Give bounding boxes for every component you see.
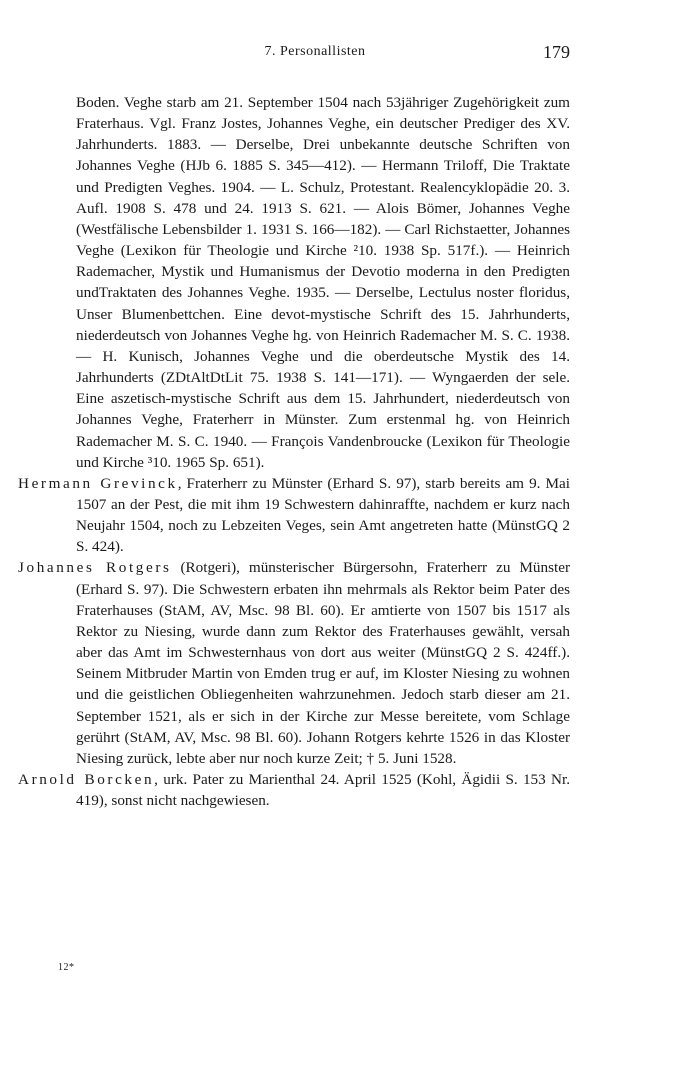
- entry-text: (Rotgeri), münsterischer Bürgersohn, Fraterherr zu Münster (Erhard S. 97). Die Schwestern erbaten ihn mehrmals als Rektor beim Pater des Fraterhauses (StAM, AV, Msc. 98 Bl. 60). Er amtierte von 1507 bis 1517 als Rektor zu Niesing, wurde dann zum Rektor des Fraterhauses gewählt, versah aber das Amt im Schwesternhaus von dort aus weiter (MünstGQ 2 S. 424ff.). Seinem Mitbruder Martin von Emden trug er auf, im Kloster Niesing zu wohnen und die geistlichen Obliegenheiten wahrzunehmen. Jedoch starb dieser am 21. September 1521, als er sich in der Kirche zur Messe bereitete, vom Schlage gerührt (StAM, AV, Msc. 98 Bl. 60). Johann Rotgers kehrte 1526 in das Kloster Niesing zurück, lebte aber nur noch kurze Zeit; † 5. Juni 1528.: [76, 559, 571, 767]
- signature-mark: 12*: [58, 962, 75, 973]
- entry-name: Johannes Rotgers: [18, 559, 172, 577]
- entry-name: Hermann Grevinck: [18, 474, 178, 492]
- page-number: 179: [543, 42, 570, 62]
- entry-hermann-grevinck: [18, 473, 570, 558]
- running-header: [60, 44, 570, 68]
- entry-name: Arnold Borcken: [18, 771, 155, 788]
- entry-johannes-rotgers: [18, 557, 570, 769]
- entry-text: , Fraterherr zu Münster (Erhard S. 97), starb bereits am 9. Mai 1507 an der Pest, die mit ihm 19 Schwestern dahinraffte, nachdem er kurz nach Neujahr 1504, noch zu Lebzeiten Veges, sein Amt angetreten hatte (MünstGQ 2 S. 424).: [76, 474, 570, 556]
- page-body: [18, 92, 570, 811]
- entry-arnold-borcken: [18, 769, 570, 811]
- entry-text: , urk. Pater zu Marienthal 24. April 1525 (Kohl, Ägidii S. 153 Nr. 419), sonst nicht nachgewiesen.: [76, 771, 570, 810]
- running-title: 7. Personallisten: [264, 44, 366, 59]
- continuation-paragraph: Boden. Veghe starb am 21. September 1504 nach 53jähriger Zugehörigkeit zum Fraterhaus. Vgl. Franz Jostes, Johannes Veghe, ein deutscher Prediger des XV. Jahrhunderts. 1883. — Derselbe, Drei unbekannte deutsche Schriften von Johannes Veghe (HJb 6. 1885 S. 345—412). — Hermann Triloff, Die Traktate und Predigten Veghes. 1904. — L. Schulz, Protestant. Realencyklopädie 20. 3. Aufl. 1908 S. 478 und 24. 1913 S. 621. — Alois Bömer, Johannes Veghe (Westfälische Lebensbilder 1. 1931 S. 166—182). — Carl Richstaetter, Johannes Veghe (Lexikon für Theologie und Kirche ²10. 1938 Sp. 517f.). — Heinrich Rademacher, Mystik und Humanismus der Devotio moderna in den Predigten undTraktaten des Johannes Veghe. 1935. — Derselbe, Lectulus noster floridus, Unser Blumenbettchen. Eine devot-mystische Schrift des 15. Jahrhunderts, niederdeutsch von Johannes Veghe hg. von Heinrich Rademacher M. S. C. 1938. — H. Kunisch, Johannes Veghe und die oberdeutsche Mystik des 14. Jahrhunderts (ZDtAltDtLit 75. 1938 S. 141—171). — Wyngaerden der sele. Eine aszetisch-mystische Schrift aus dem 15. Jahrhundert, niederdeutsch von Johannes Veghe, Fraterherr in Münster. Zum erstenmal hg. von Heinrich Rademacher M. S. C. 1940. — François Vandenbroucke (Lexikon für Theologie und Kirche ³10. 1965 Sp. 651).: [76, 94, 570, 471]
